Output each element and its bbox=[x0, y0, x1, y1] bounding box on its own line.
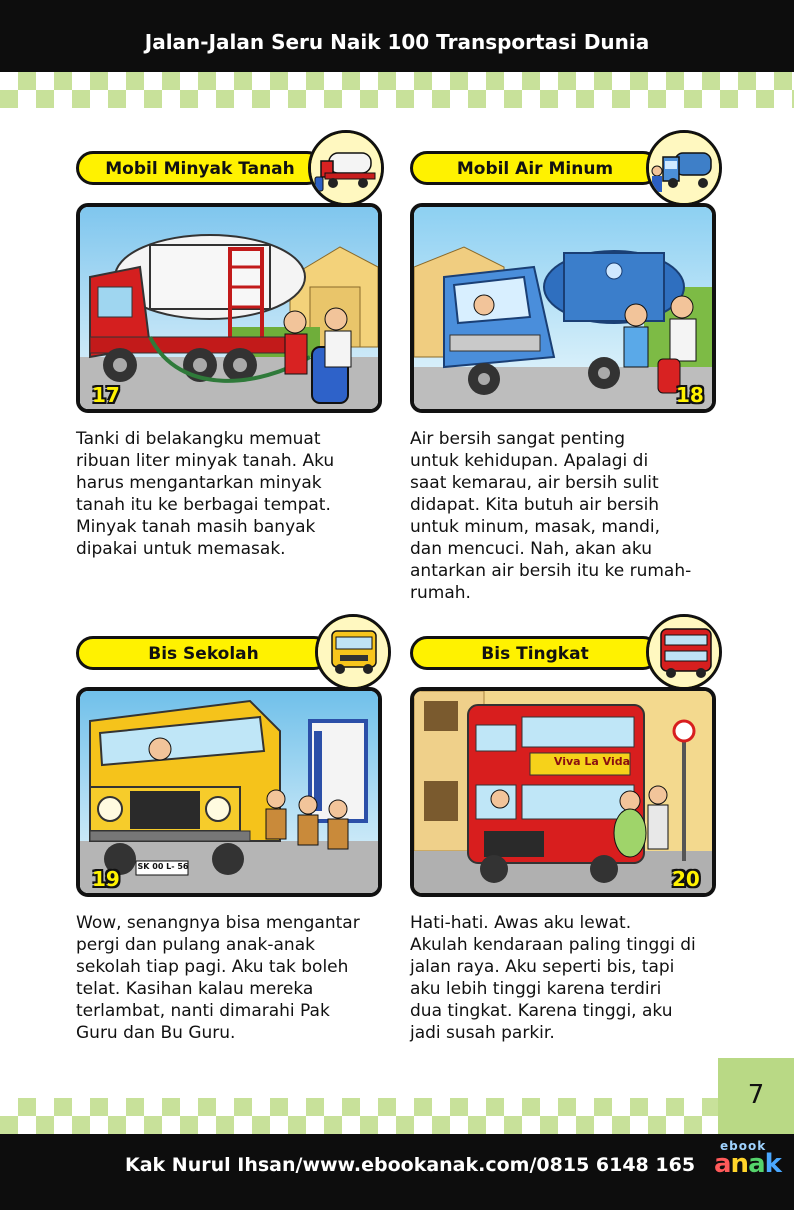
label-bis-sekolah bbox=[76, 636, 331, 670]
water-truck-illustration bbox=[410, 203, 716, 413]
card-number: 19 bbox=[92, 867, 120, 891]
text-line: Hati-hati. Awas aku lewat. bbox=[410, 913, 632, 933]
description-mobil-minyak-tanah bbox=[76, 428, 334, 560]
author-credit: Kak Nurul Ihsan/www.ebookanak.com/0815 6148 165 bbox=[125, 1154, 696, 1176]
school-bus-illustration bbox=[76, 687, 382, 897]
description-bis-sekolah bbox=[76, 912, 360, 1044]
text-line: dan mencuci. Nah, akan aku bbox=[410, 539, 652, 559]
text-line: dua tingkat. Karena tinggi, aku bbox=[410, 1001, 673, 1021]
text-line: dipakai untuk memasak. bbox=[76, 539, 286, 559]
card-title: Bis Sekolah bbox=[148, 644, 259, 664]
text-line: saat kemarau, air bersih sulit bbox=[410, 473, 659, 493]
text-line: Guru dan Bu Guru. bbox=[76, 1023, 236, 1043]
checker-border-bottom bbox=[0, 1098, 794, 1134]
card-title: Mobil Minyak Tanah bbox=[105, 159, 295, 179]
logo-letter: a bbox=[748, 1149, 765, 1179]
header-bar bbox=[0, 0, 794, 72]
text-line: jadi susah parkir. bbox=[410, 1023, 555, 1043]
card-number: 20 bbox=[672, 867, 700, 891]
text-line: aku lebih tinggi karena terdiri bbox=[410, 979, 662, 999]
label-mobil-air-minum bbox=[410, 151, 660, 185]
logo-letter: k bbox=[764, 1149, 781, 1179]
double-decker-bus-illustration bbox=[410, 687, 716, 897]
text-line: sekolah tiap pagi. Aku tak boleh bbox=[76, 957, 349, 977]
card-number: 18 bbox=[676, 383, 704, 407]
tanker-thumbnail-badge bbox=[308, 130, 384, 206]
text-line: Wow, senangnya bisa mengantar bbox=[76, 913, 360, 933]
license-plate: SK 00 L- 56 bbox=[137, 862, 189, 871]
text-line: didapat. Kita butuh air bersih bbox=[410, 495, 660, 515]
text-line: Tanki di belakangku memuat bbox=[76, 429, 321, 449]
logo-text-small: ebook bbox=[720, 1139, 767, 1153]
text-line: jalan raya. Aku seperti bis, tapi bbox=[410, 957, 675, 977]
text-line: tanah itu ke berbagai tempat. bbox=[76, 495, 331, 515]
text-line: Air bersih sangat penting bbox=[410, 429, 626, 449]
school-bus-thumbnail-badge bbox=[315, 614, 391, 690]
logo-letter: n bbox=[730, 1149, 749, 1179]
logo-text-big bbox=[714, 1149, 781, 1179]
text-line: Akulah kendaraan paling tinggi di bbox=[410, 935, 696, 955]
double-decker-thumbnail-badge bbox=[646, 614, 722, 690]
text-line: antarkan air bersih itu ke rumah- bbox=[410, 561, 692, 581]
text-line: terlambat, nanti dimarahi Pak bbox=[76, 1001, 330, 1021]
label-bis-tingkat bbox=[410, 636, 660, 670]
description-mobil-air-minum bbox=[410, 428, 691, 604]
page-number: 7 bbox=[747, 1080, 765, 1110]
text-line: harus mengantarkan minyak bbox=[76, 473, 322, 493]
bus-side-sign: Viva La Vida bbox=[553, 755, 631, 768]
book-title: Jalan-Jalan Seru Naik 100 Transportasi Dunia bbox=[144, 30, 650, 54]
page-number-box bbox=[718, 1058, 794, 1134]
logo-letter: a bbox=[714, 1149, 731, 1179]
text-line: telat. Kasihan kalau mereka bbox=[76, 979, 314, 999]
description-bis-tingkat bbox=[410, 912, 696, 1044]
text-line: untuk kehidupan. Apalagi di bbox=[410, 451, 649, 471]
water-truck-thumbnail-badge bbox=[646, 130, 722, 206]
ebookanak-logo bbox=[712, 1139, 786, 1183]
checker-border-top bbox=[0, 72, 794, 108]
text-line: ribuan liter minyak tanah. Aku bbox=[76, 451, 335, 471]
text-line: rumah. bbox=[410, 583, 471, 603]
text-line: untuk minum, masak, mandi, bbox=[410, 517, 661, 537]
footer-bar bbox=[0, 1134, 794, 1210]
label-mobil-minyak-tanah bbox=[76, 151, 324, 185]
tanker-truck-illustration bbox=[76, 203, 382, 413]
card-title: Mobil Air Minum bbox=[456, 159, 614, 179]
text-line: Minyak tanah masih banyak bbox=[76, 517, 316, 537]
card-title: Bis Tingkat bbox=[481, 644, 589, 664]
card-number: 17 bbox=[92, 383, 120, 407]
text-line: pergi dan pulang anak-anak bbox=[76, 935, 315, 955]
